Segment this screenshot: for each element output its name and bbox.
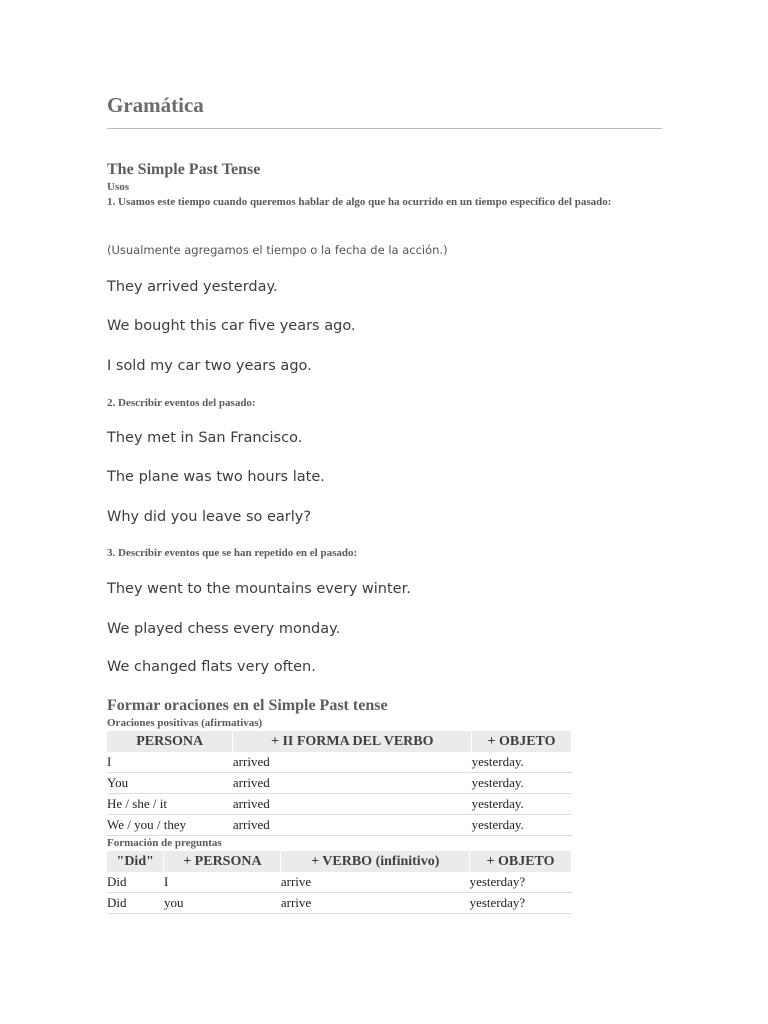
column-header-objeto: + OBJETO xyxy=(470,851,572,872)
table-cell: arrived xyxy=(233,752,472,773)
table-cell: yesterday? xyxy=(470,893,572,914)
column-header-persona: PERSONA xyxy=(107,731,233,752)
table-header-row xyxy=(107,731,572,752)
example-sentence: Why did you leave so early? xyxy=(107,509,312,525)
table-cell: Did xyxy=(107,893,164,914)
table-row xyxy=(107,872,572,893)
table-cell: arrived xyxy=(233,815,472,836)
table-cell: I xyxy=(164,872,281,893)
positive-sentences-label: Oraciones positivas (afirmativas) xyxy=(107,717,263,729)
example-sentence: I sold my car two years ago. xyxy=(107,358,312,374)
use-3-description: 3. Describir eventos que se han repetido en el pasado: xyxy=(107,547,358,559)
use-1-description: 1. Usamos este tiempo cuando queremos hablar de algo que ha ocurrido en un tiempo específico del pasado: xyxy=(107,196,612,208)
example-sentence: They met in San Francisco. xyxy=(107,430,303,446)
table-cell: yesterday. xyxy=(472,794,572,815)
column-header-verb-form: + II FORMA DEL VERBO xyxy=(233,731,472,752)
positive-sentences-table xyxy=(107,731,572,836)
table-row xyxy=(107,773,572,794)
example-sentence: They arrived yesterday. xyxy=(107,279,278,295)
section-title-simple-past: The Simple Past Tense xyxy=(107,161,261,178)
table-cell: We / you / they xyxy=(107,815,233,836)
example-sentence: The plane was two hours late. xyxy=(107,469,325,485)
use-2-description: 2. Describir eventos del pasado: xyxy=(107,397,256,409)
table-row xyxy=(107,815,572,836)
table-row xyxy=(107,893,572,914)
table-cell: yesterday. xyxy=(472,815,572,836)
example-sentence: We played chess every monday. xyxy=(107,621,341,637)
title-divider xyxy=(107,128,662,129)
page-title: Gramática xyxy=(107,93,204,117)
usos-label: Usos xyxy=(107,181,130,193)
table-cell: arrive xyxy=(281,893,470,914)
table-cell: I xyxy=(107,752,233,773)
table-header-row xyxy=(107,851,572,872)
table-cell: yesterday? xyxy=(470,872,572,893)
example-sentence: They went to the mountains every winter. xyxy=(107,581,411,597)
questions-label: Formación de preguntas xyxy=(107,837,222,849)
column-header-persona: + PERSONA xyxy=(164,851,281,872)
table-cell: Did xyxy=(107,872,164,893)
table-row xyxy=(107,794,572,815)
column-header-did: "Did" xyxy=(107,851,164,872)
table-cell: He / she / it xyxy=(107,794,233,815)
table-cell: you xyxy=(164,893,281,914)
column-header-objeto: + OBJETO xyxy=(472,731,572,752)
example-sentence: We bought this car five years ago. xyxy=(107,318,356,334)
example-sentence: We changed flats very often. xyxy=(107,659,316,675)
questions-table xyxy=(107,851,572,914)
table-cell: You xyxy=(107,773,233,794)
usage-note: (Usualmente agregamos el tiempo o la fecha de la acción.) xyxy=(107,243,448,257)
table-cell: yesterday. xyxy=(472,773,572,794)
table-cell: yesterday. xyxy=(472,752,572,773)
section-title-formar: Formar oraciones en el Simple Past tense xyxy=(107,697,388,714)
column-header-verbo: + VERBO (infinitivo) xyxy=(281,851,470,872)
table-cell: arrived xyxy=(233,794,472,815)
table-row xyxy=(107,752,572,773)
table-cell: arrived xyxy=(233,773,472,794)
table-cell: arrive xyxy=(281,872,470,893)
